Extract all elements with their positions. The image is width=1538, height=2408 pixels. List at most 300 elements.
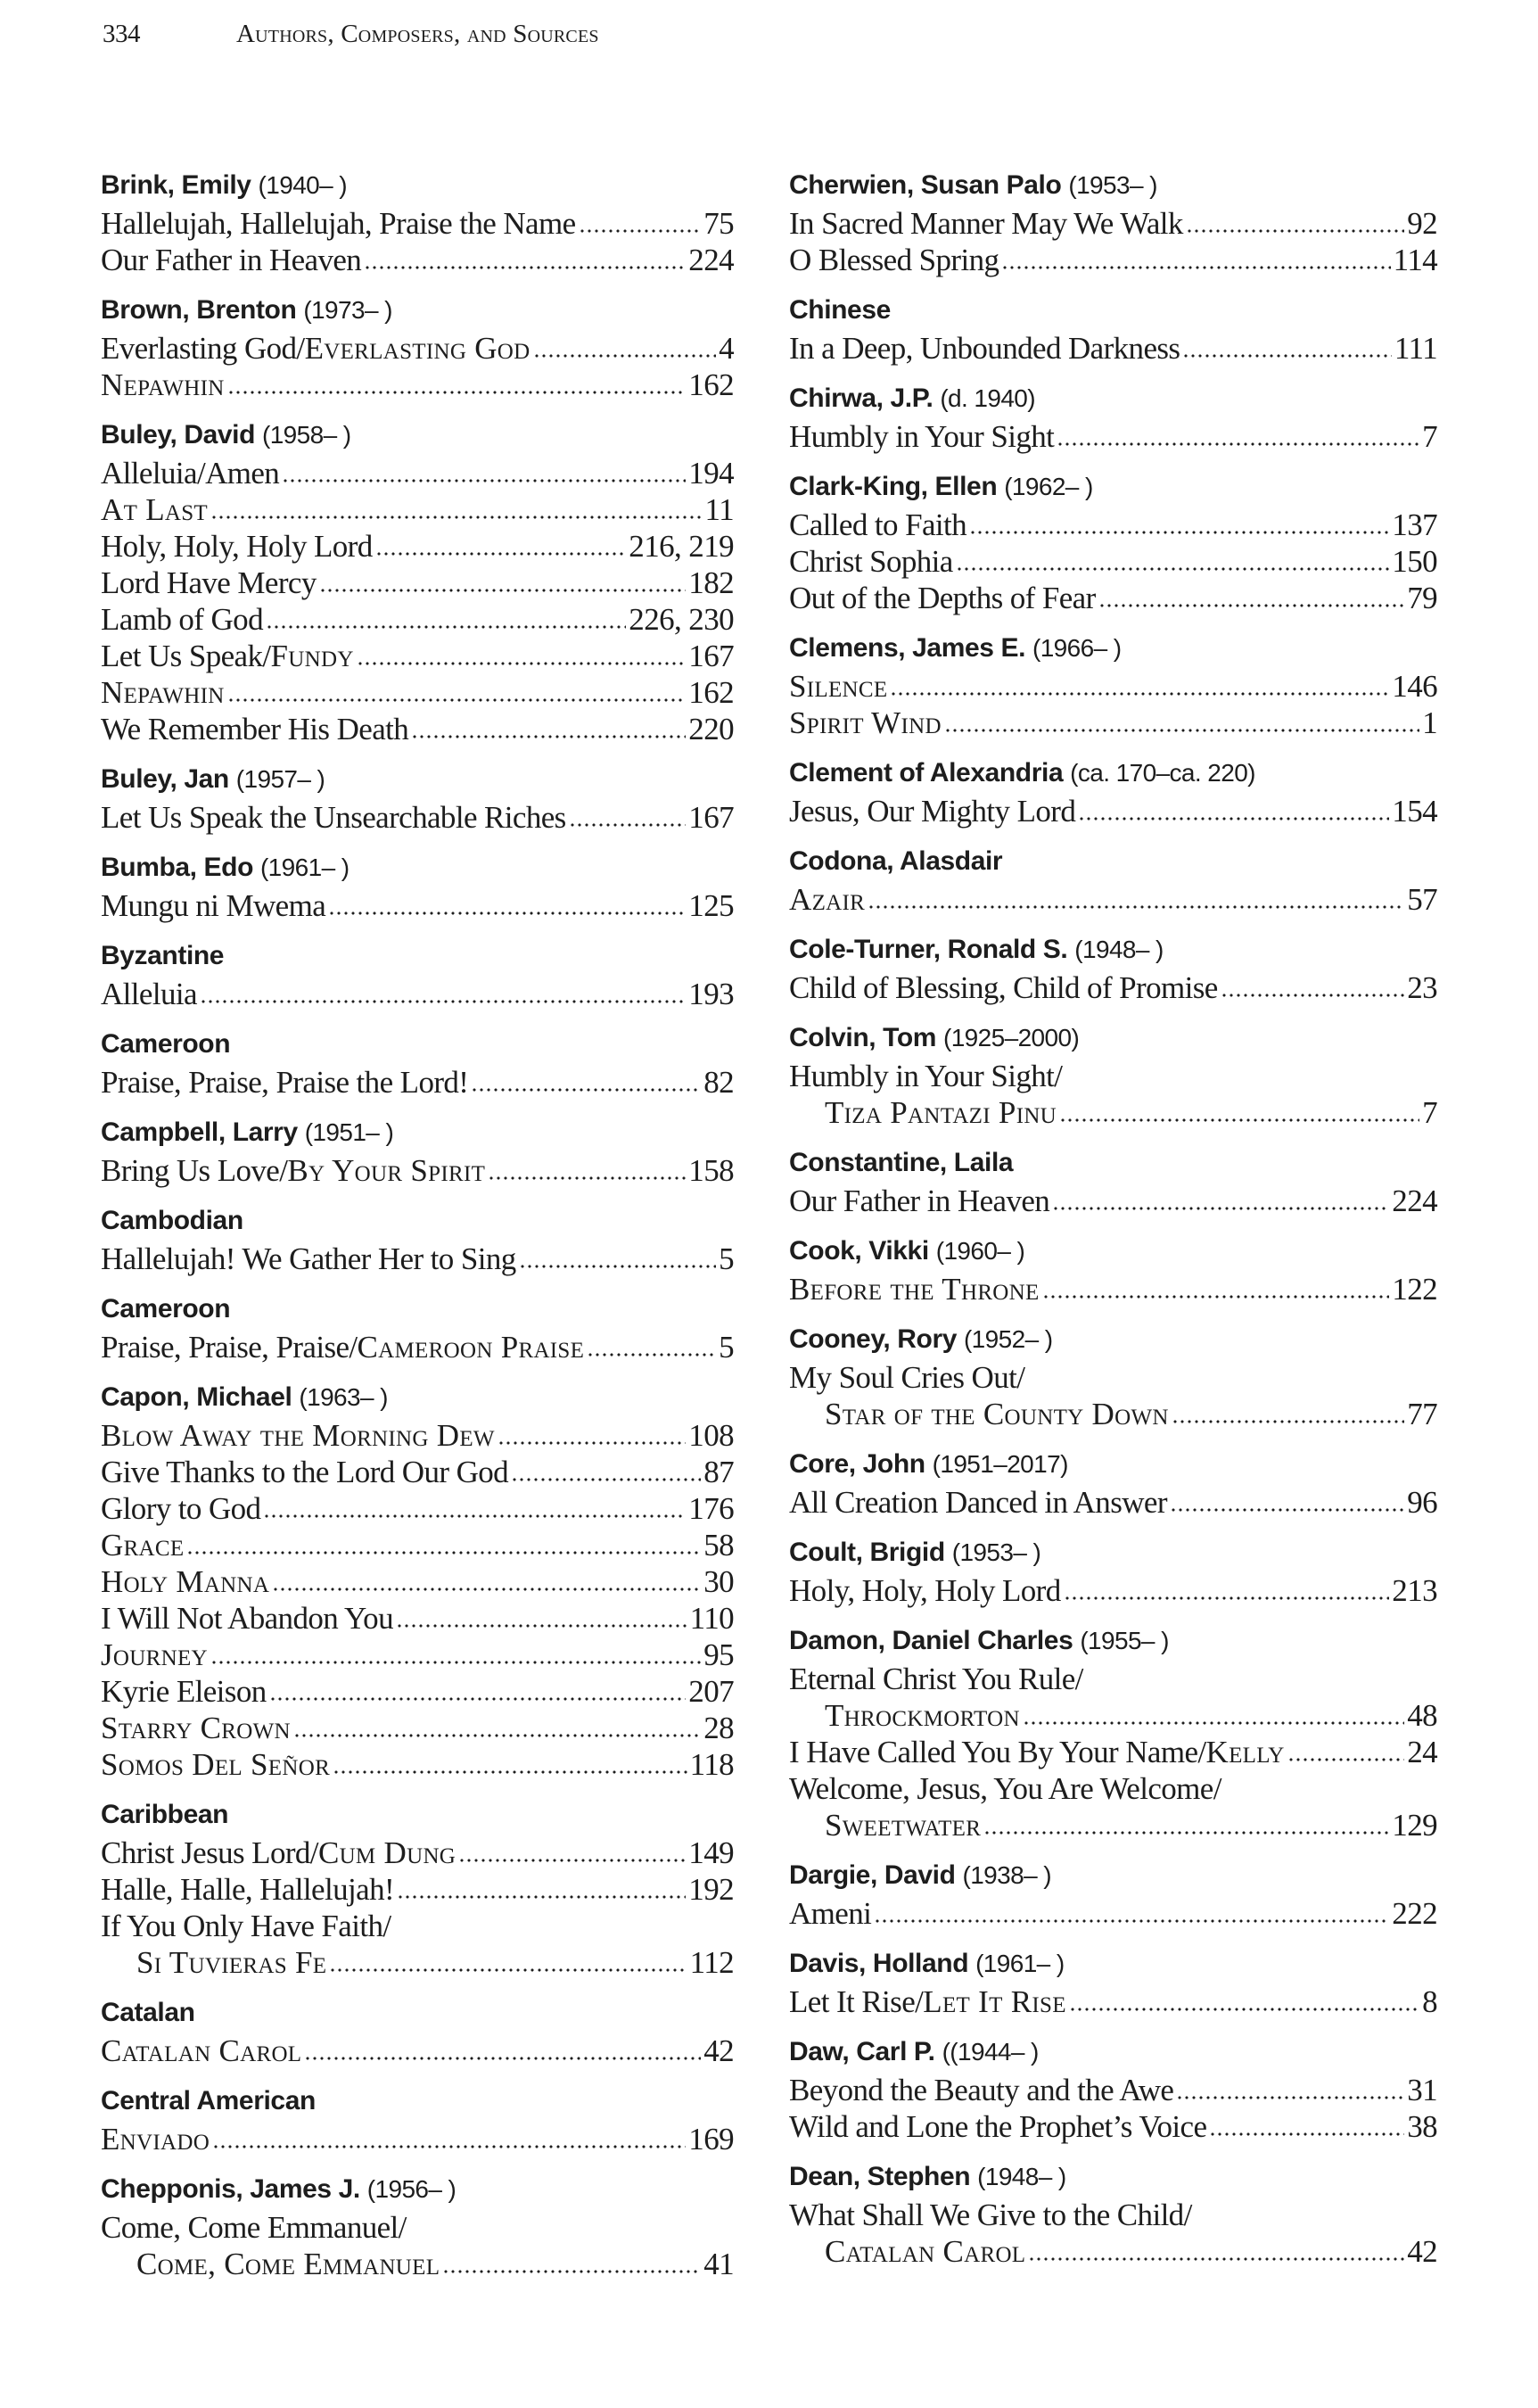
text-title: Praise, Praise, Praise/ (101, 1330, 358, 1365)
item-title (101, 601, 263, 638)
page-reference: 82 (703, 1065, 734, 1100)
page-reference: 193 (688, 977, 734, 1011)
index-entry (101, 936, 734, 1012)
index-item (789, 793, 1437, 829)
author-name: Catalan (101, 1998, 195, 2027)
tune-name: Journey (101, 1637, 208, 1672)
text-title: Glory to God (101, 1491, 261, 1526)
page-reference: 5 (719, 1241, 734, 1276)
text-title: Christ Jesus Lord/ (101, 1835, 318, 1870)
author-name: Buley, Jan (101, 764, 229, 794)
item-title (789, 705, 942, 741)
page-reference: 1 (1422, 705, 1437, 740)
item-title (101, 1417, 495, 1454)
index-entry (789, 1445, 1437, 1521)
tune-name: Before the Throne (789, 1272, 1040, 1307)
index-item (101, 330, 734, 367)
index-entry (101, 291, 734, 403)
index-item (101, 1064, 734, 1101)
index-entry (101, 1795, 734, 1981)
entry-heading (789, 166, 1437, 205)
entry-heading (789, 1445, 1437, 1484)
item-title (789, 543, 953, 580)
text-title: Our Father in Heaven (789, 1183, 1050, 1218)
index-item (789, 1484, 1437, 1521)
author-dates: (1948– ) (1074, 936, 1164, 963)
text-title: I Have Called You By Your Name/ (789, 1735, 1206, 1769)
tune-name: Silence (789, 669, 888, 704)
dot-leader (319, 573, 687, 593)
page-reference: 41 (703, 2247, 734, 2281)
index-entry (789, 379, 1437, 455)
page-number: 334 (103, 20, 140, 48)
index-entry (101, 1201, 734, 1277)
index-item (789, 1271, 1437, 1307)
index-entry (789, 1621, 1437, 1843)
entry-heading (789, 291, 1437, 330)
author-name: Clark-King, Ellen (789, 472, 998, 501)
author-name: Constantine, Laila (789, 1148, 1014, 1177)
page-reference: 207 (688, 1674, 734, 1709)
author-dates: (1960– ) (935, 1237, 1025, 1265)
page-reference: 122 (1392, 1272, 1437, 1307)
item-title-first-line: If You Only Have Faith/ (101, 1909, 391, 1943)
item-title (101, 491, 208, 528)
text-title: Let It Rise/ (789, 1984, 924, 2019)
entry-heading (101, 1201, 734, 1241)
index-item (101, 1527, 734, 1563)
page-reference: 7 (1422, 419, 1437, 454)
tune-name: Grace (101, 1528, 185, 1563)
dot-leader (1078, 802, 1389, 821)
item-title (101, 1600, 393, 1637)
dot-leader (1069, 1992, 1419, 2012)
author-dates: (1963– ) (299, 1383, 388, 1411)
author-name: Colvin, Tom (789, 1023, 937, 1052)
tune-name: Catalan Carol (101, 2033, 302, 2068)
entry-heading (789, 629, 1437, 668)
author-dates: (1961– ) (975, 1950, 1065, 1977)
text-title: Wild and Lone the Prophet’s Voice (789, 2109, 1207, 2144)
index-entry (789, 629, 1437, 741)
tune-name: Cum Dung (317, 1835, 456, 1870)
text-title: Holy, Holy, Holy Lord (101, 529, 373, 564)
page-reference: 176 (688, 1491, 734, 1526)
dot-leader (1028, 2242, 1404, 2262)
text-title: Jesus, Our Mighty Lord (789, 794, 1076, 829)
dot-leader (1176, 2081, 1404, 2100)
tune-name: Sweetwater (825, 1808, 982, 1843)
index-item (101, 799, 734, 836)
dot-leader (944, 713, 1419, 733)
text-title: Holy, Holy, Holy Lord (789, 1573, 1061, 1608)
item-title (101, 1490, 260, 1527)
author-name: Brown, Brenton (101, 295, 297, 325)
dot-leader (533, 339, 717, 359)
entry-heading (789, 930, 1437, 969)
page-reference: 28 (703, 1711, 734, 1745)
tune-name: At Last (101, 492, 209, 527)
author-name: Campbell, Larry (101, 1117, 298, 1147)
tune-name: Holy Manna (101, 1564, 270, 1599)
page-reference: 5 (719, 1330, 734, 1365)
page-reference: 150 (1392, 544, 1437, 579)
index-entry (101, 1378, 734, 1783)
tune-name: Enviado (101, 2122, 210, 2156)
item-title (101, 1329, 584, 1365)
dot-leader (587, 1338, 716, 1357)
item-title (101, 2121, 210, 2157)
text-title: Let Us Speak the Unsearchable Riches (101, 800, 566, 835)
author-dates: (1938– ) (962, 1861, 1051, 1889)
dot-leader (186, 1536, 701, 1555)
text-title: Called to Faith (789, 507, 967, 542)
dot-leader (511, 1463, 701, 1482)
item-title (101, 2246, 440, 2282)
page-reference: 194 (688, 456, 734, 491)
item-title-first-line: My Soul Cries Out/ (789, 1360, 1025, 1395)
index-item (789, 1094, 1437, 1131)
page-reference: 213 (1392, 1573, 1437, 1608)
page-reference: 182 (688, 565, 734, 600)
index-item (101, 1871, 734, 1908)
item-title (789, 1183, 1049, 1219)
tune-name: Come, Come Emmanuel (136, 2247, 440, 2281)
dot-leader (411, 720, 686, 739)
dot-leader (1170, 1493, 1404, 1513)
entry-heading (789, 1018, 1437, 1058)
page-reference: 192 (688, 1872, 734, 1907)
item-title (101, 1746, 330, 1783)
author-name: Cook, Vikki (789, 1236, 929, 1266)
item-title (101, 1944, 326, 1981)
entry-heading (101, 1290, 734, 1329)
page-reference: 23 (1407, 970, 1437, 1005)
tune-name: Blow Away the Morning Dew (101, 1418, 495, 1453)
author-dates: (1957– ) (235, 765, 325, 793)
index-entry (789, 1856, 1437, 1932)
author-dates: (1962– ) (1004, 473, 1093, 500)
dot-leader (1172, 1405, 1404, 1424)
page-reference: 114 (1393, 243, 1437, 277)
dot-leader (210, 1645, 701, 1665)
page-reference: 137 (1392, 507, 1437, 542)
dot-leader (329, 1953, 687, 1973)
index-item (101, 976, 734, 1012)
index-item (101, 1710, 734, 1746)
item-title (101, 2033, 301, 2069)
index-entry (789, 842, 1437, 918)
item-title (789, 1271, 1040, 1307)
author-dates: (1940– ) (258, 171, 348, 199)
dot-leader (471, 1073, 701, 1093)
index-entry (101, 1290, 734, 1365)
index-item (101, 711, 734, 747)
item-title (101, 1152, 485, 1189)
item-title (789, 668, 887, 705)
author-dates: (1953– ) (951, 1538, 1041, 1566)
index-entry (789, 1018, 1437, 1131)
text-title: Praise, Praise, Praise the Lord! (101, 1065, 469, 1100)
entry-heading (101, 760, 734, 799)
text-title: Child of Blessing, Child of Promise (789, 970, 1218, 1005)
dot-leader (868, 890, 1404, 910)
author-dates: (1925–2000) (942, 1024, 1080, 1051)
text-title: We Remember His Death (101, 712, 409, 746)
text-title: Give Thanks to the Lord Our God (101, 1455, 509, 1489)
item-title (101, 638, 354, 674)
page-reference: 30 (703, 1564, 734, 1599)
entry-heading (101, 2082, 734, 2121)
dot-leader (1221, 978, 1404, 998)
index-item (101, 367, 734, 403)
index-entry (101, 848, 734, 924)
entry-heading (789, 1320, 1437, 1359)
text-title: Our Father in Heaven (101, 243, 362, 277)
item-title (101, 976, 197, 1012)
entry-heading (789, 379, 1437, 418)
entry-heading (101, 1378, 734, 1417)
dot-leader (212, 2130, 686, 2149)
dot-leader (293, 1719, 701, 1738)
dot-leader (210, 500, 702, 520)
index-item (101, 1329, 734, 1365)
text-title: Ameni (789, 1896, 872, 1931)
index-entry (789, 1232, 1437, 1307)
tune-name: Star of the County Down (825, 1397, 1169, 1431)
dot-leader (569, 808, 687, 828)
item-title (789, 2072, 1173, 2108)
index-column-right (789, 166, 1437, 2282)
item-title (101, 528, 373, 565)
dot-leader (357, 647, 687, 666)
dot-leader (956, 552, 1390, 572)
author-dates: ((1944– ) (942, 2038, 1039, 2066)
author-name: Chepponis, James J. (101, 2174, 360, 2204)
page-reference: 75 (703, 206, 734, 241)
index-entry (101, 416, 734, 747)
entry-heading (789, 1143, 1437, 1183)
index-entry (789, 2033, 1437, 2145)
page-reference: 87 (703, 1455, 734, 1489)
text-title: Hallelujah! We Gather Her to Sing (101, 1241, 516, 1276)
index-item (101, 491, 734, 528)
tune-name: Si Tuvieras Fe (136, 1945, 327, 1980)
dot-leader (1064, 1581, 1390, 1601)
page-reference: 118 (689, 1747, 734, 1782)
index-entry (789, 754, 1437, 829)
item-title-first-line: Welcome, Jesus, You Are Welcome/ (789, 1771, 1221, 1806)
tune-name: By Your Spirit (287, 1153, 486, 1188)
tune-name: Nepawhin (101, 675, 225, 710)
index-item (789, 969, 1437, 1006)
tune-name: Nepawhin (101, 367, 225, 402)
entry-heading (789, 1944, 1437, 1983)
author-dates: (1956– ) (366, 2175, 456, 2203)
index-item (789, 1183, 1437, 1219)
tune-name: Spirit Wind (789, 705, 942, 740)
dot-leader (397, 1880, 686, 1900)
index-entry (101, 760, 734, 836)
page-reference: 57 (1407, 882, 1437, 917)
page-reference: 149 (688, 1835, 734, 1870)
author-dates: (1948– ) (977, 2163, 1066, 2190)
author-name: Codona, Alasdair (789, 846, 1003, 876)
author-name: Cameroon (101, 1294, 231, 1324)
author-name: Dargie, David (789, 1860, 956, 1890)
author-dates: (1953– ) (1068, 171, 1157, 199)
page-reference: 220 (688, 712, 734, 746)
index-item (101, 887, 734, 924)
author-dates: (ca. 170–ca. 220) (1070, 759, 1255, 787)
author-name: Caribbean (101, 1800, 229, 1829)
item-title (789, 507, 966, 543)
item-title (101, 1064, 468, 1101)
item-title (789, 242, 999, 278)
page-reference: 31 (1407, 2073, 1437, 2107)
dot-leader (579, 214, 702, 234)
index-item (101, 638, 734, 674)
item-title (789, 1807, 981, 1843)
index-item (789, 242, 1437, 278)
author-name: Cherwien, Susan Palo (789, 170, 1062, 200)
index-item (789, 205, 1437, 242)
index-item (101, 528, 734, 565)
dot-leader (458, 1843, 686, 1863)
dot-leader (272, 1572, 701, 1592)
entry-heading (101, 848, 734, 887)
text-title: Beyond the Beauty and the Awe (789, 2073, 1174, 2107)
page-reference: 79 (1407, 581, 1437, 615)
text-title: In a Deep, Unbounded Darkness (789, 331, 1180, 366)
page-reference: 169 (688, 2122, 734, 2156)
index-item (101, 1454, 734, 1490)
index-entry (789, 930, 1437, 1006)
page-reference: 112 (689, 1945, 734, 1980)
page-reference: 8 (1422, 1984, 1437, 2019)
page-reference: 146 (1392, 669, 1437, 704)
text-title: Alleluia (101, 977, 197, 1011)
index-item (789, 1807, 1437, 1843)
dot-leader (1182, 339, 1391, 359)
index-item (789, 543, 1437, 580)
item-title (789, 1734, 1285, 1770)
entry-heading (101, 1025, 734, 1064)
dot-leader (519, 1249, 716, 1269)
entry-heading (101, 1795, 734, 1835)
text-title: Hallelujah, Hallelujah, Praise the Name (101, 206, 576, 241)
entry-heading (789, 1232, 1437, 1271)
dot-leader (1052, 1192, 1389, 1211)
index-entry (101, 1113, 734, 1189)
item-title (789, 1094, 1057, 1131)
index-item (789, 668, 1437, 705)
dot-leader (874, 1904, 1389, 1924)
index-item (789, 507, 1437, 543)
author-name: Damon, Daniel Charles (789, 1626, 1073, 1655)
item-title (101, 1241, 516, 1277)
tune-name: Throckmorton (825, 1698, 1020, 1733)
item-title (789, 1983, 1066, 2020)
index-item (789, 1895, 1437, 1932)
running-title: Authors, Composers, and Sources (236, 20, 599, 48)
index-item (101, 1835, 734, 1871)
item-title (101, 455, 279, 491)
item-title (789, 1396, 1169, 1432)
item-title (789, 1484, 1167, 1521)
page-reference: 11 (704, 492, 734, 527)
index-item (101, 455, 734, 491)
index-item (789, 2072, 1437, 2108)
item-title (101, 242, 361, 278)
index-item (101, 1417, 734, 1454)
index-entry (101, 2082, 734, 2157)
author-name: Byzantine (101, 941, 225, 970)
index-item (789, 330, 1437, 367)
index-item (101, 1241, 734, 1277)
index-item (789, 705, 1437, 741)
page-reference: 167 (688, 800, 734, 835)
author-name: Capon, Michael (101, 1382, 292, 1412)
entry-heading (101, 416, 734, 455)
author-name: Chinese (789, 295, 891, 325)
item-title (789, 2108, 1206, 2145)
item-title (789, 793, 1075, 829)
dot-leader (304, 2041, 701, 2061)
index-item (789, 580, 1437, 616)
tune-name: Let It Rise (923, 1984, 1066, 2019)
index-item (789, 1572, 1437, 1609)
dot-leader (1023, 1706, 1404, 1726)
dot-leader (1098, 589, 1405, 608)
item-title (101, 1527, 184, 1563)
dot-leader (227, 375, 687, 395)
text-title: Christ Sophia (789, 544, 953, 579)
text-title: Let Us Speak/ (101, 639, 271, 673)
item-title (101, 674, 225, 711)
tune-name: Catalan Carol (825, 2234, 1026, 2269)
author-dates: (1951– ) (304, 1118, 394, 1146)
dot-leader (200, 985, 686, 1004)
index-entry (101, 1993, 734, 2069)
author-name: Clement of Alexandria (789, 758, 1064, 788)
index-item (101, 1944, 734, 1981)
author-name: Chirwa, J.P. (789, 383, 933, 413)
index-item (101, 1600, 734, 1637)
dot-leader (263, 1499, 686, 1519)
item-title-first-line: What Shall We Give to the Child/ (789, 2198, 1192, 2232)
page-reference: 42 (703, 2033, 734, 2068)
dot-leader (333, 1755, 687, 1775)
item-title (101, 367, 225, 403)
page-reference: 4 (719, 331, 734, 366)
item-title (101, 565, 317, 601)
item-title (789, 2233, 1025, 2270)
item-title (101, 799, 566, 836)
item-title (789, 205, 1183, 242)
index-entry (789, 1533, 1437, 1609)
author-name: Daw, Carl P. (789, 2037, 935, 2066)
author-name: Cole-Turner, Ronald S. (789, 935, 1068, 964)
dot-leader (969, 515, 1389, 535)
item-title (101, 1454, 508, 1490)
item-title (101, 1710, 291, 1746)
text-title: Humbly in Your Sight (789, 419, 1055, 454)
item-title (789, 1697, 1020, 1734)
author-dates: (1966– ) (1032, 634, 1122, 662)
item-title (789, 969, 1218, 1006)
index-item (101, 2033, 734, 2069)
